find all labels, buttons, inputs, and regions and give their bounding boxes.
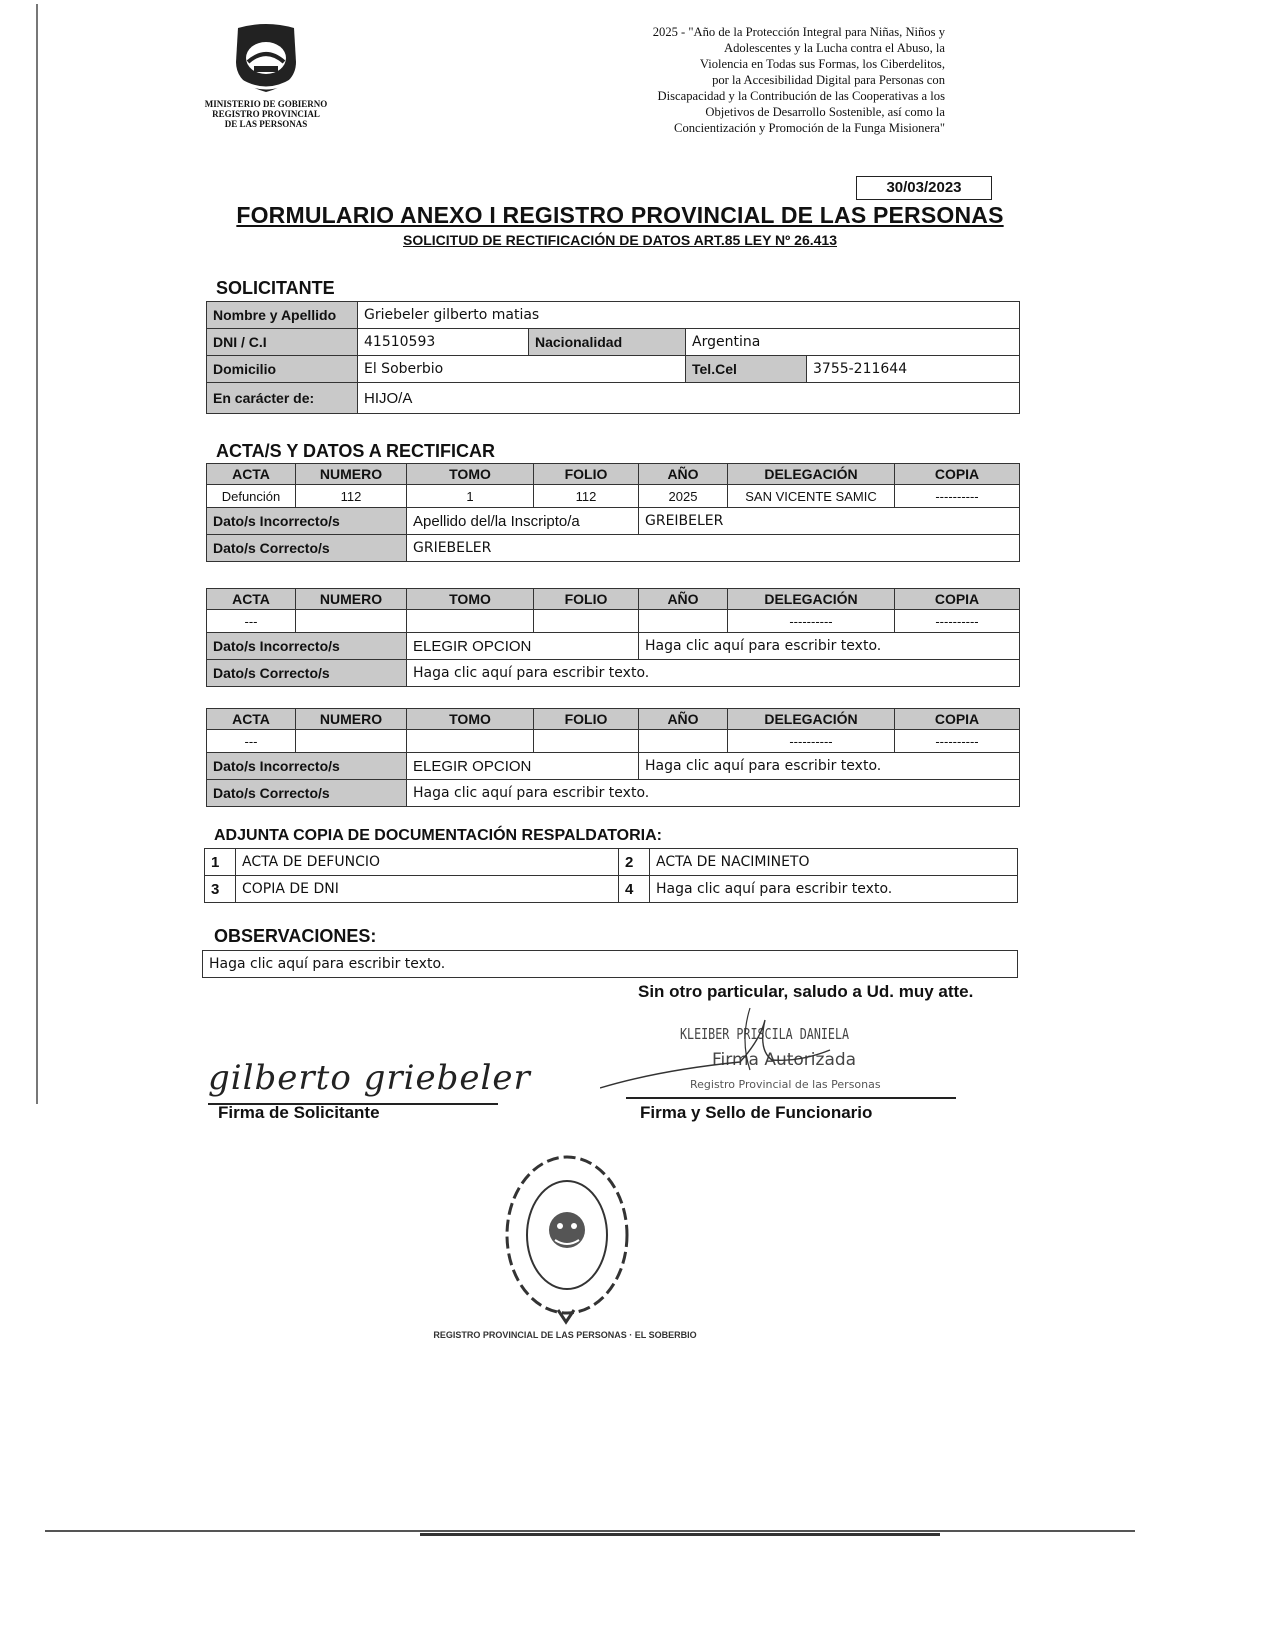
acta-numero[interactable] xyxy=(296,610,407,633)
col-tomo: TOMO xyxy=(407,709,534,730)
shield-emblem-icon xyxy=(226,22,306,94)
col-copia: COPIA xyxy=(895,709,1020,730)
observaciones-table xyxy=(202,950,1018,978)
acta-copia[interactable]: ---------- xyxy=(895,485,1020,508)
adjunta-table xyxy=(204,848,1018,903)
incorrect-value-input[interactable]: Haga clic aquí para escribir texto. xyxy=(639,753,1020,780)
correct-label: Dato/s Correcto/s xyxy=(207,660,407,687)
doc-number: 3 xyxy=(205,876,236,903)
scan-edge-bottom-dark xyxy=(420,1533,940,1536)
caracter-label: En carácter de: xyxy=(207,383,358,414)
incorrect-field-select[interactable]: ELEGIR OPCION xyxy=(407,633,639,660)
incorrect-field-select[interactable]: Apellido del/la Inscripto/a xyxy=(407,508,639,535)
dni-label: DNI / C.I xyxy=(207,329,358,356)
incorrect-field-select[interactable]: ELEGIR OPCION xyxy=(407,753,639,780)
col-acta: ACTA xyxy=(207,589,296,610)
motto-line: Objetivos de Desarrollo Sostenible, así como la xyxy=(705,105,945,119)
acta-folio[interactable] xyxy=(534,610,639,633)
col-tomo: TOMO xyxy=(407,589,534,610)
incorrect-value-input[interactable]: GREIBELER xyxy=(639,508,1020,535)
correct-value-input[interactable]: GRIEBELER xyxy=(407,535,1020,562)
incorrect-label: Dato/s Incorrecto/s xyxy=(207,508,407,535)
scan-edge-bottom xyxy=(45,1530,1135,1532)
name-label: Nombre y Apellido xyxy=(207,302,358,329)
incorrect-value-input[interactable]: Haga clic aquí para escribir texto. xyxy=(639,633,1020,660)
acta-block-2 xyxy=(206,588,1020,687)
acta-numero[interactable]: 112 xyxy=(296,485,407,508)
acta-folio[interactable]: 112 xyxy=(534,485,639,508)
name-input[interactable]: Griebeler gilberto matias xyxy=(358,302,1020,329)
acta-block-3 xyxy=(206,708,1020,807)
motto-line: por la Accesibilidad Digital para Personas con xyxy=(712,73,945,87)
ministry-logo xyxy=(196,22,336,129)
date-field[interactable]: 30/03/2023 xyxy=(856,176,992,200)
col-anio: AÑO xyxy=(639,589,728,610)
col-folio: FOLIO xyxy=(534,464,639,485)
domicilio-input[interactable]: El Soberbio xyxy=(358,356,686,383)
doc-number: 1 xyxy=(205,849,236,876)
acta-tomo[interactable]: 1 xyxy=(407,485,534,508)
tel-label: Tel.Cel xyxy=(686,356,807,383)
solicitante-table xyxy=(206,301,1020,414)
acta-delegacion[interactable]: ---------- xyxy=(728,610,895,633)
col-numero: NUMERO xyxy=(296,709,407,730)
funcionario-stamp-line-3: Registro Provincial de las Personas xyxy=(690,1078,881,1091)
observaciones-input[interactable]: Haga clic aquí para escribir texto. xyxy=(203,951,1018,978)
logo-line-2: REGISTRO PROVINCIAL xyxy=(212,109,320,119)
col-numero: NUMERO xyxy=(296,464,407,485)
caracter-select[interactable]: HIJO/A xyxy=(358,383,1020,414)
motto-line: 2025 - "Año de la Protección Integral para Niñas, Niños y xyxy=(652,25,945,39)
acta-numero[interactable] xyxy=(296,730,407,753)
funcionario-sign-label: Firma y Sello de Funcionario xyxy=(640,1103,873,1122)
acta-tomo[interactable] xyxy=(407,730,534,753)
scan-edge xyxy=(36,4,38,1104)
acta-tomo[interactable] xyxy=(407,610,534,633)
doc-number: 2 xyxy=(619,849,650,876)
actas-heading: ACTA/S Y DATOS A RECTIFICAR xyxy=(216,441,496,461)
funcionario-stamp-line-2: Firma Autorizada xyxy=(712,1050,857,1070)
acta-type[interactable]: Defunción xyxy=(207,485,296,508)
nacionalidad-input[interactable]: Argentina xyxy=(686,329,1020,356)
acta-delegacion[interactable]: ---------- xyxy=(728,730,895,753)
correct-label: Dato/s Correcto/s xyxy=(207,780,407,807)
motto-line: Concientización y Promoción de la Funga Misionera" xyxy=(674,121,945,135)
acta-type[interactable]: --- xyxy=(207,610,296,633)
correct-value-input[interactable]: Haga clic aquí para escribir texto. xyxy=(407,780,1020,807)
solicitante-signature: gilberto griebeler xyxy=(208,1058,531,1098)
doc-input-2[interactable]: ACTA DE NACIMINETO xyxy=(650,849,1018,876)
incorrect-label: Dato/s Incorrecto/s xyxy=(207,633,407,660)
col-acta: ACTA xyxy=(207,464,296,485)
col-delegacion: DELEGACIÓN xyxy=(728,589,895,610)
form-title: FORMULARIO ANEXO I REGISTRO PROVINCIAL DE LAS PERSONAS xyxy=(236,202,1004,228)
solicitante-heading: SOLICITANTE xyxy=(216,278,335,298)
form-subtitle: SOLICITUD DE RECTIFICACIÓN DE DATOS ART.85 LEY Nº 26.413 xyxy=(402,232,837,248)
col-folio: FOLIO xyxy=(534,709,639,730)
acta-anio[interactable]: 2025 xyxy=(639,485,728,508)
doc-input-4[interactable]: Haga clic aquí para escribir texto. xyxy=(650,876,1018,903)
col-acta: ACTA xyxy=(207,709,296,730)
col-anio: AÑO xyxy=(639,464,728,485)
col-delegacion: DELEGACIÓN xyxy=(728,464,895,485)
motto-line: Violencia en Todas sus Formas, los Ciberdelitos, xyxy=(699,57,945,71)
col-folio: FOLIO xyxy=(534,589,639,610)
logo-line-3: DE LAS PERSONAS xyxy=(224,119,308,129)
acta-copia[interactable]: ---------- xyxy=(895,610,1020,633)
acta-type[interactable]: --- xyxy=(207,730,296,753)
doc-input-1[interactable]: ACTA DE DEFUNCIO xyxy=(236,849,619,876)
col-delegacion: DELEGACIÓN xyxy=(728,709,895,730)
year-motto xyxy=(500,24,945,136)
doc-number: 4 xyxy=(619,876,650,903)
funcionario-signature xyxy=(600,1000,860,1105)
logo-line-1: MINISTERIO DE GOBIERNO xyxy=(204,99,328,109)
nacionalidad-label: Nacionalidad xyxy=(529,329,686,356)
adjunta-heading: ADJUNTA COPIA DE DOCUMENTACIÓN RESPALDATORIA: xyxy=(214,827,662,844)
closing-text: Sin otro particular, saludo a Ud. muy atte. xyxy=(638,982,974,1001)
solicitante-sign-label: Firma de Solicitante xyxy=(218,1103,380,1122)
seal-text: REGISTRO PROVINCIAL DE LAS PERSONAS · EL SOBERBIO xyxy=(433,1330,697,1340)
funcionario-stamp-line-1: KLEIBER PRISCILA DANIELA xyxy=(680,1025,850,1043)
dni-input[interactable]: 41510593 xyxy=(358,329,529,356)
motto-line: Adolescentes y la Lucha contra el Abuso, la xyxy=(723,41,945,55)
col-copia: COPIA xyxy=(895,589,1020,610)
domicilio-label: Domicilio xyxy=(207,356,358,383)
motto-line: Discapacidad y la Contribución de las Cooperativas a los xyxy=(657,89,945,103)
correct-value-input[interactable]: Haga clic aquí para escribir texto. xyxy=(407,660,1020,687)
acta-anio[interactable] xyxy=(639,610,728,633)
official-seal-icon xyxy=(500,1150,635,1325)
tel-input[interactable]: 3755-211644 xyxy=(807,356,1020,383)
acta-delegacion[interactable]: SAN VICENTE SAMIC xyxy=(728,485,895,508)
col-anio: AÑO xyxy=(639,709,728,730)
col-copia: COPIA xyxy=(895,464,1020,485)
col-numero: NUMERO xyxy=(296,589,407,610)
acta-anio[interactable] xyxy=(639,730,728,753)
col-tomo: TOMO xyxy=(407,464,534,485)
incorrect-label: Dato/s Incorrecto/s xyxy=(207,753,407,780)
acta-folio[interactable] xyxy=(534,730,639,753)
correct-label: Dato/s Correcto/s xyxy=(207,535,407,562)
observaciones-heading: OBSERVACIONES: xyxy=(214,926,377,946)
acta-block-1 xyxy=(206,463,1020,562)
acta-copia[interactable]: ---------- xyxy=(895,730,1020,753)
doc-input-3[interactable]: COPIA DE DNI xyxy=(236,876,619,903)
funcionario-sign-line xyxy=(626,1097,956,1099)
